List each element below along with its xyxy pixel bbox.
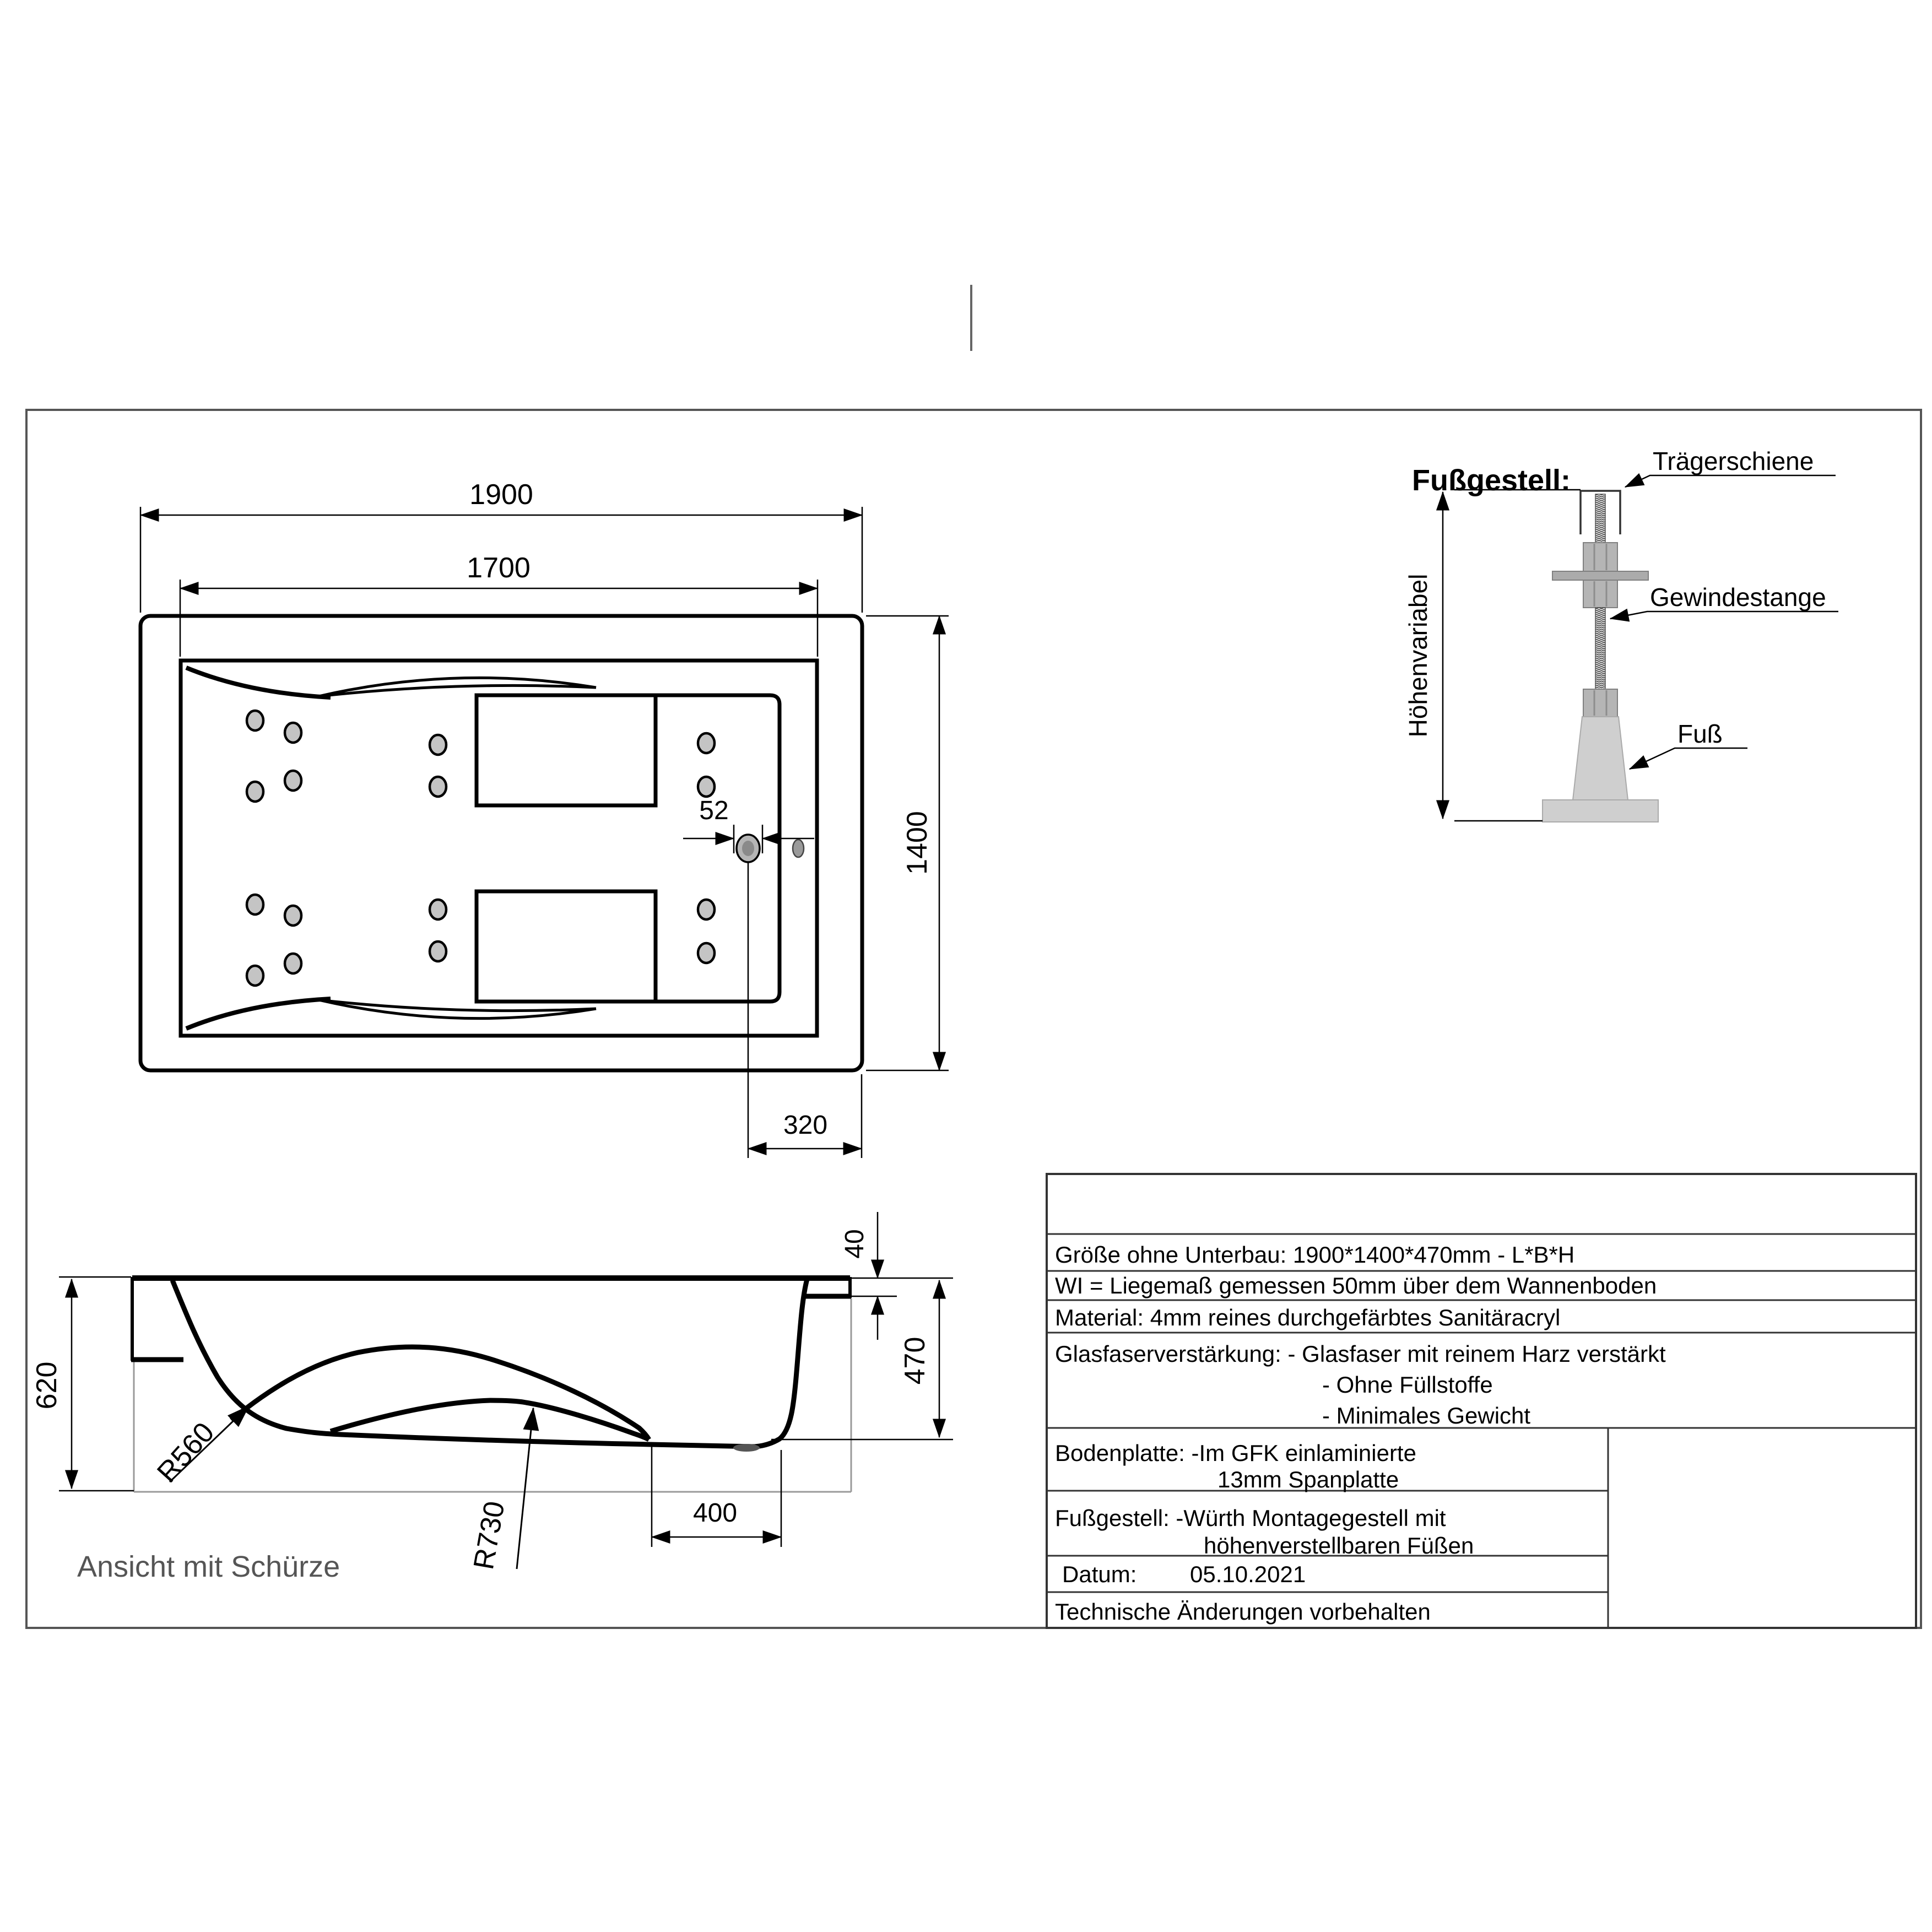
drain-outlet-center [742, 841, 754, 856]
threaded-rod-top [1595, 494, 1605, 544]
dim-1700-value: 1700 [467, 552, 531, 584]
jet-nozzle [285, 954, 301, 973]
front-wall-profile [755, 1279, 807, 1447]
dim-620 [59, 1277, 134, 1491]
table-row-date-label: Datum: [1062, 1561, 1137, 1587]
hex-nut-lower [1583, 689, 1617, 717]
jet-nozzle [285, 771, 301, 791]
sheet-frame [26, 410, 1921, 1628]
spec-table [1047, 1174, 1916, 1628]
dim-40-value: 40 [840, 1229, 869, 1259]
apron-outline [134, 1298, 851, 1492]
table-row-wi: WI = Liegemaß gemessen 50mm über dem Wannenboden [1055, 1273, 1657, 1298]
table-row-frame-2: höhenverstellbaren Füßen [1204, 1533, 1474, 1558]
jet-nozzle [430, 941, 446, 961]
seat-rect-bottom [477, 891, 656, 1002]
dim-hoehenvariabel [1443, 490, 1581, 821]
jet-nozzle [430, 735, 446, 755]
table-row-glass-3: - Minimales Gewicht [1322, 1403, 1531, 1428]
table-row-date-value: 05.10.2021 [1190, 1561, 1306, 1587]
jet-nozzle [698, 777, 715, 797]
dim-52-value: 52 [699, 796, 729, 825]
jet-nozzle [698, 900, 715, 919]
dim-400-value: 400 [692, 1498, 738, 1528]
dim-400 [652, 1443, 781, 1547]
washer-plate [1552, 571, 1648, 580]
dim-620-value: 620 [31, 1361, 63, 1410]
table-row-glass-1: Glasfaserverstärkung: - Glasfaser mit reinem Harz verstärkt [1055, 1341, 1666, 1367]
r730-label: R730 [467, 1498, 511, 1572]
overflow-outlet [793, 840, 804, 857]
traegerschiene-leader [1625, 475, 1836, 487]
headrest-wing-top [186, 668, 331, 697]
table-row-base-1: Bodenplatte: -Im GFK einlaminierte [1055, 1440, 1416, 1466]
jet-nozzle [247, 782, 263, 802]
jet-nozzle [247, 966, 263, 986]
hex-nut-middle [1583, 580, 1617, 608]
table-row-material: Material: 4mm reines durchgefärbtes Sanitäracryl [1055, 1305, 1561, 1330]
dim-470-value: 470 [899, 1336, 931, 1385]
table-row-notice: Technische Änderungen vorbehalten [1055, 1599, 1431, 1625]
jet-nozzle [430, 777, 446, 797]
foot-base-plate [1543, 800, 1658, 822]
jet-nozzle [247, 711, 263, 730]
headrest-wing-bottom [186, 999, 331, 1029]
tub-inner-rim [181, 661, 817, 1036]
traegerschiene-label: Trägerschiene [1653, 447, 1814, 475]
fuss-leader [1630, 748, 1747, 769]
gewindestange-leader [1610, 611, 1838, 619]
table-row-glass-2: - Ohne Füllstoffe [1322, 1372, 1493, 1398]
jet-nozzle [247, 895, 263, 914]
side-view [31, 1212, 953, 1583]
jet-nozzle [430, 900, 446, 919]
side-view-caption: Ansicht mit Schürze [77, 1550, 340, 1583]
jet-nozzle [698, 943, 715, 963]
table-row-frame-1: Fußgestell: -Würth Montagegestell mit [1055, 1505, 1446, 1531]
fuss-label: Fuß [1677, 719, 1723, 748]
table-row-size: Größe ohne Unterbau: 1900*1400*470mm - L*B*H [1055, 1242, 1575, 1268]
foot-assembly-detail [1404, 447, 1838, 822]
r560-label: R560 [151, 1416, 221, 1489]
hex-nut-upper [1583, 543, 1617, 571]
jet-nozzle [285, 723, 301, 743]
dim-1400-value: 1400 [901, 811, 933, 875]
jet-nozzles [247, 711, 715, 986]
threaded-rod [1595, 608, 1605, 689]
table-row-base-2: 13mm Spanplatte [1217, 1466, 1399, 1492]
gewindestange-label: Gewindestange [1650, 583, 1826, 611]
dim-1700 [180, 580, 818, 657]
seat-contour-large [231, 1347, 649, 1439]
r730-leader [517, 1408, 533, 1569]
hoehenvariabel-label: Höhenvariabel [1404, 573, 1432, 738]
waste-drain-side [733, 1444, 760, 1452]
jet-nozzle [698, 733, 715, 753]
dim-320-value: 320 [783, 1111, 828, 1140]
jet-nozzle [285, 906, 301, 926]
plan-view [140, 479, 949, 1158]
foot-detail-title: Fußgestell: [1412, 464, 1571, 497]
back-wall-and-floor-profile [172, 1280, 755, 1447]
seat-rect-top [477, 695, 656, 805]
dim-1900-value: 1900 [469, 479, 533, 511]
foot-cone [1573, 717, 1628, 800]
